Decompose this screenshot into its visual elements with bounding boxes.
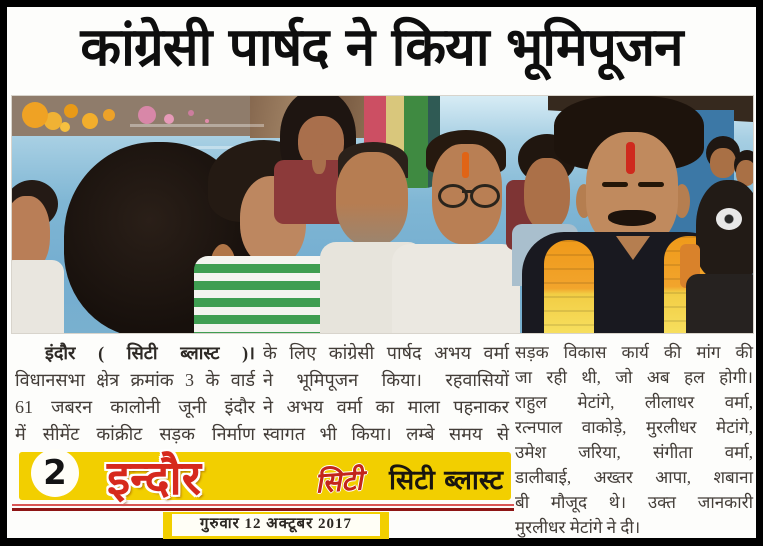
pink-flowers — [138, 106, 156, 124]
headline: कांग्रेसी पार्षद ने किया भूमिपूजन — [80, 17, 683, 78]
article-line: मुरलीधर मेटांगे ने दी। — [515, 518, 641, 537]
behind-man-face — [524, 158, 570, 230]
councillor-mustache — [608, 210, 656, 226]
councillor-right-brow — [638, 182, 664, 187]
article-dateline: इंदौर ( सिटी ब्लास्ट )। — [45, 343, 255, 363]
article-line: 61 जबरन कालोनी जूनी इंदौर — [15, 397, 255, 417]
logo-indore: इन्दौर — [107, 451, 201, 506]
news-photo — [11, 95, 754, 334]
girl-hand — [312, 144, 326, 174]
article-line: में सीमेंट कांक्रीट सड़क निर्माण — [15, 424, 255, 444]
woman-hair-clip — [716, 208, 742, 230]
article-line: ने अभय वर्मा का माला पहनाकर — [263, 397, 509, 417]
article-line: जा रही थी, जो अब हल होगी। — [515, 368, 753, 387]
article-line: के लिए कांग्रेसी पार्षद अभय वर्मा — [263, 343, 509, 363]
masthead-banner — [19, 451, 511, 506]
article-line: स्वागत भी किया। लम्बे समय से — [263, 424, 509, 444]
article-line: ने भूमिपूजन किया। रहवासियों — [263, 370, 509, 390]
article-line: बी मौजूद थे। उक्त जानकारी — [515, 493, 753, 512]
page-number-badge: 2 — [31, 449, 79, 497]
garland-left-strand — [544, 240, 594, 333]
article-column-3 — [515, 340, 753, 540]
article-line: विधानसभा क्षेत्र क्रमांक 3 के वार्ड — [15, 370, 255, 390]
elder-man-shirt — [392, 244, 520, 333]
councillor-left-brow — [602, 182, 628, 187]
marigold-flowers — [22, 102, 48, 128]
article-column-1 — [15, 340, 255, 448]
article-line: उमेश जरिया, संगीता वर्मा, — [515, 443, 753, 462]
elder-man-glasses-left-lens — [438, 184, 468, 208]
left-man-shirt — [11, 260, 64, 334]
date-text: गुरुवार 12 अक्टूबर 2017 — [172, 514, 380, 536]
logo-city-blast: सिटी ब्लास्ट — [388, 465, 503, 496]
woman-behind-body — [686, 274, 754, 333]
crowd-face-1 — [710, 148, 736, 178]
clipping-inner — [7, 7, 756, 538]
councillor-tilak — [626, 142, 635, 174]
masthead-red-rule — [12, 504, 514, 511]
stubble-man-face — [336, 152, 408, 246]
elder-man-tilak — [462, 152, 469, 178]
elder-man-glasses-right-lens — [470, 184, 500, 208]
article-column-2 — [263, 340, 509, 448]
article-line: रत्नपाल वाकोड़े, मुरलीधर मेटांगे, — [515, 418, 753, 437]
article-line: राहुल मेटांगे, लीलाधर वर्मा, — [515, 393, 753, 412]
logo-city-script: सिटी — [313, 463, 364, 500]
article-line: डालीबाई, अख्तर आपा, शबाना — [515, 468, 753, 487]
elder-man-glasses-bridge — [462, 190, 472, 193]
article-line: सड़क विकास कार्य की मांग की — [515, 343, 753, 362]
date-bar — [163, 512, 389, 539]
